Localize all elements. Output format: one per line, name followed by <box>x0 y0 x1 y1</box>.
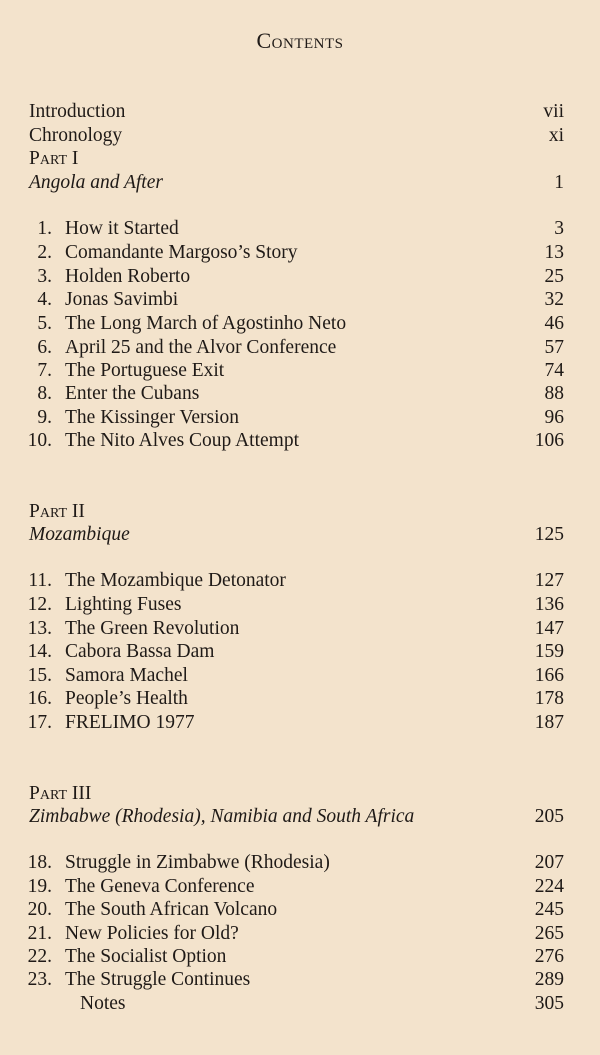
chapter-row <box>0 265 600 289</box>
chapter-row <box>0 664 600 688</box>
entry-label: Introduction <box>29 101 126 122</box>
chapter-page: 106 <box>534 430 564 451</box>
part-label: Part III <box>29 783 92 804</box>
chapter-row <box>0 359 600 383</box>
chapter-title: Holden Roberto <box>65 266 191 287</box>
chapter-number: 14. <box>27 641 52 662</box>
chapter-page: 187 <box>534 712 564 733</box>
entry-label: Chronology <box>29 125 123 146</box>
chapter-row <box>0 382 600 406</box>
chapter-number: 16. <box>27 688 52 709</box>
chapter-number: 18. <box>27 852 52 873</box>
part-label: Part II <box>29 501 85 522</box>
chapter-number: 11. <box>28 570 52 591</box>
chapter-number: 15. <box>27 665 52 686</box>
part-title-row <box>0 523 600 547</box>
chapter-title: Samora Machel <box>65 665 188 686</box>
toc-entry-notes <box>0 992 600 1016</box>
chapter-row <box>0 288 600 312</box>
chapter-row <box>0 406 600 430</box>
chapter-title: Struggle in Zimbabwe (Rhodesia) <box>65 852 330 873</box>
chapter-page: 289 <box>534 969 564 990</box>
part-title: Angola and After <box>29 172 163 193</box>
chapter-title: The Mozambique Detonator <box>65 570 286 591</box>
chapter-page: 166 <box>534 665 564 686</box>
chapter-page: 74 <box>544 360 564 381</box>
chapter-number: 5. <box>37 313 52 334</box>
chapter-title: The Portuguese Exit <box>65 360 225 381</box>
chapter-page: 13 <box>544 242 564 263</box>
chapter-row <box>0 945 600 969</box>
chapter-title: April 25 and the Alvor Conference <box>65 337 337 358</box>
chapter-title: Jonas Savimbi <box>65 289 179 310</box>
chapter-number: 2. <box>37 242 52 263</box>
chapter-row <box>0 241 600 265</box>
chapter-page: 96 <box>544 407 564 428</box>
chapter-row <box>0 617 600 641</box>
entry-page: 125 <box>534 524 564 545</box>
chapter-title: The Struggle Continues <box>65 969 251 990</box>
chapter-number: 13. <box>27 618 52 639</box>
part-title-row <box>0 171 600 195</box>
chapter-title: Comandante Margoso’s Story <box>65 242 298 263</box>
chapter-number: 22. <box>27 946 52 967</box>
chapter-row <box>0 711 600 735</box>
chapter-number: 9. <box>37 407 52 428</box>
chapter-title: People’s Health <box>65 688 188 709</box>
chapter-title: FRELIMO 1977 <box>65 712 195 733</box>
chapter-row <box>0 851 600 875</box>
chapter-page: 3 <box>554 218 564 239</box>
chapter-page: 159 <box>534 641 564 662</box>
chapter-number: 20. <box>27 899 52 920</box>
entry-page: 205 <box>534 806 564 827</box>
entry-page: vii <box>543 101 564 122</box>
part-heading <box>0 500 600 524</box>
chapter-page: 127 <box>534 570 564 591</box>
chapter-page: 88 <box>544 383 564 404</box>
chapter-number: 1. <box>37 218 52 239</box>
chapter-row <box>0 922 600 946</box>
chapter-number: 17. <box>27 712 52 733</box>
chapter-row <box>0 569 600 593</box>
chapter-row <box>0 336 600 360</box>
page-title: Contents <box>256 28 344 53</box>
chapter-number: 12. <box>27 594 52 615</box>
chapter-title: The Nito Alves Coup Attempt <box>65 430 299 451</box>
entry-page: 1 <box>554 172 564 193</box>
chapter-title: The Geneva Conference <box>65 876 255 897</box>
chapter-title: Cabora Bassa Dam <box>65 641 215 662</box>
chapter-title: The Green Revolution <box>65 618 240 639</box>
chapter-number: 21. <box>27 923 52 944</box>
chapter-page: 207 <box>534 852 564 873</box>
chapter-row <box>0 217 600 241</box>
entry-label: Notes <box>80 993 126 1014</box>
chapter-page: 265 <box>534 923 564 944</box>
chapter-page: 178 <box>534 688 564 709</box>
chapter-row <box>0 968 600 992</box>
chapter-row <box>0 640 600 664</box>
chapter-number: 3. <box>37 266 52 287</box>
chapter-page: 224 <box>534 876 564 897</box>
chapter-number: 23. <box>27 969 52 990</box>
chapter-page: 276 <box>534 946 564 967</box>
chapter-page: 46 <box>544 313 564 334</box>
entry-page: 305 <box>534 993 564 1014</box>
chapter-number: 6. <box>37 337 52 358</box>
chapter-page: 25 <box>544 266 564 287</box>
chapter-row <box>0 898 600 922</box>
chapter-row <box>0 312 600 336</box>
chapter-number: 8. <box>37 383 52 404</box>
chapter-page: 32 <box>544 289 564 310</box>
chapter-title: The Socialist Option <box>65 946 227 967</box>
chapter-number: 4. <box>37 289 52 310</box>
chapter-row <box>0 593 600 617</box>
chapter-title: How it Started <box>65 218 179 239</box>
chapter-page: 245 <box>534 899 564 920</box>
entry-page: xi <box>548 125 564 146</box>
chapter-title: The Long March of Agostinho Neto <box>65 313 347 334</box>
chapter-number: 19. <box>27 876 52 897</box>
chapter-row <box>0 429 600 453</box>
chapter-row <box>0 687 600 711</box>
chapter-number: 10. <box>27 430 52 451</box>
toc-entry-chronology <box>0 124 600 148</box>
chapter-title: New Policies for Old? <box>65 923 239 944</box>
chapter-title: Lighting Fuses <box>65 594 182 615</box>
part-title-row <box>0 805 600 829</box>
part-heading <box>0 147 600 171</box>
toc-entry-introduction <box>0 100 600 124</box>
chapter-title: The Kissinger Version <box>65 407 240 428</box>
chapter-title: Enter the Cubans <box>65 383 200 404</box>
part-title: Mozambique <box>29 524 130 545</box>
part-label: Part I <box>29 148 79 169</box>
chapter-page: 57 <box>544 337 564 358</box>
chapter-page: 147 <box>534 618 564 639</box>
chapter-page: 136 <box>534 594 564 615</box>
chapter-title: The South African Volcano <box>65 899 278 920</box>
part-heading <box>0 782 600 806</box>
chapter-number: 7. <box>37 360 52 381</box>
part-title: Zimbabwe (Rhodesia), Namibia and South Africa <box>29 806 415 827</box>
chapter-row <box>0 875 600 899</box>
